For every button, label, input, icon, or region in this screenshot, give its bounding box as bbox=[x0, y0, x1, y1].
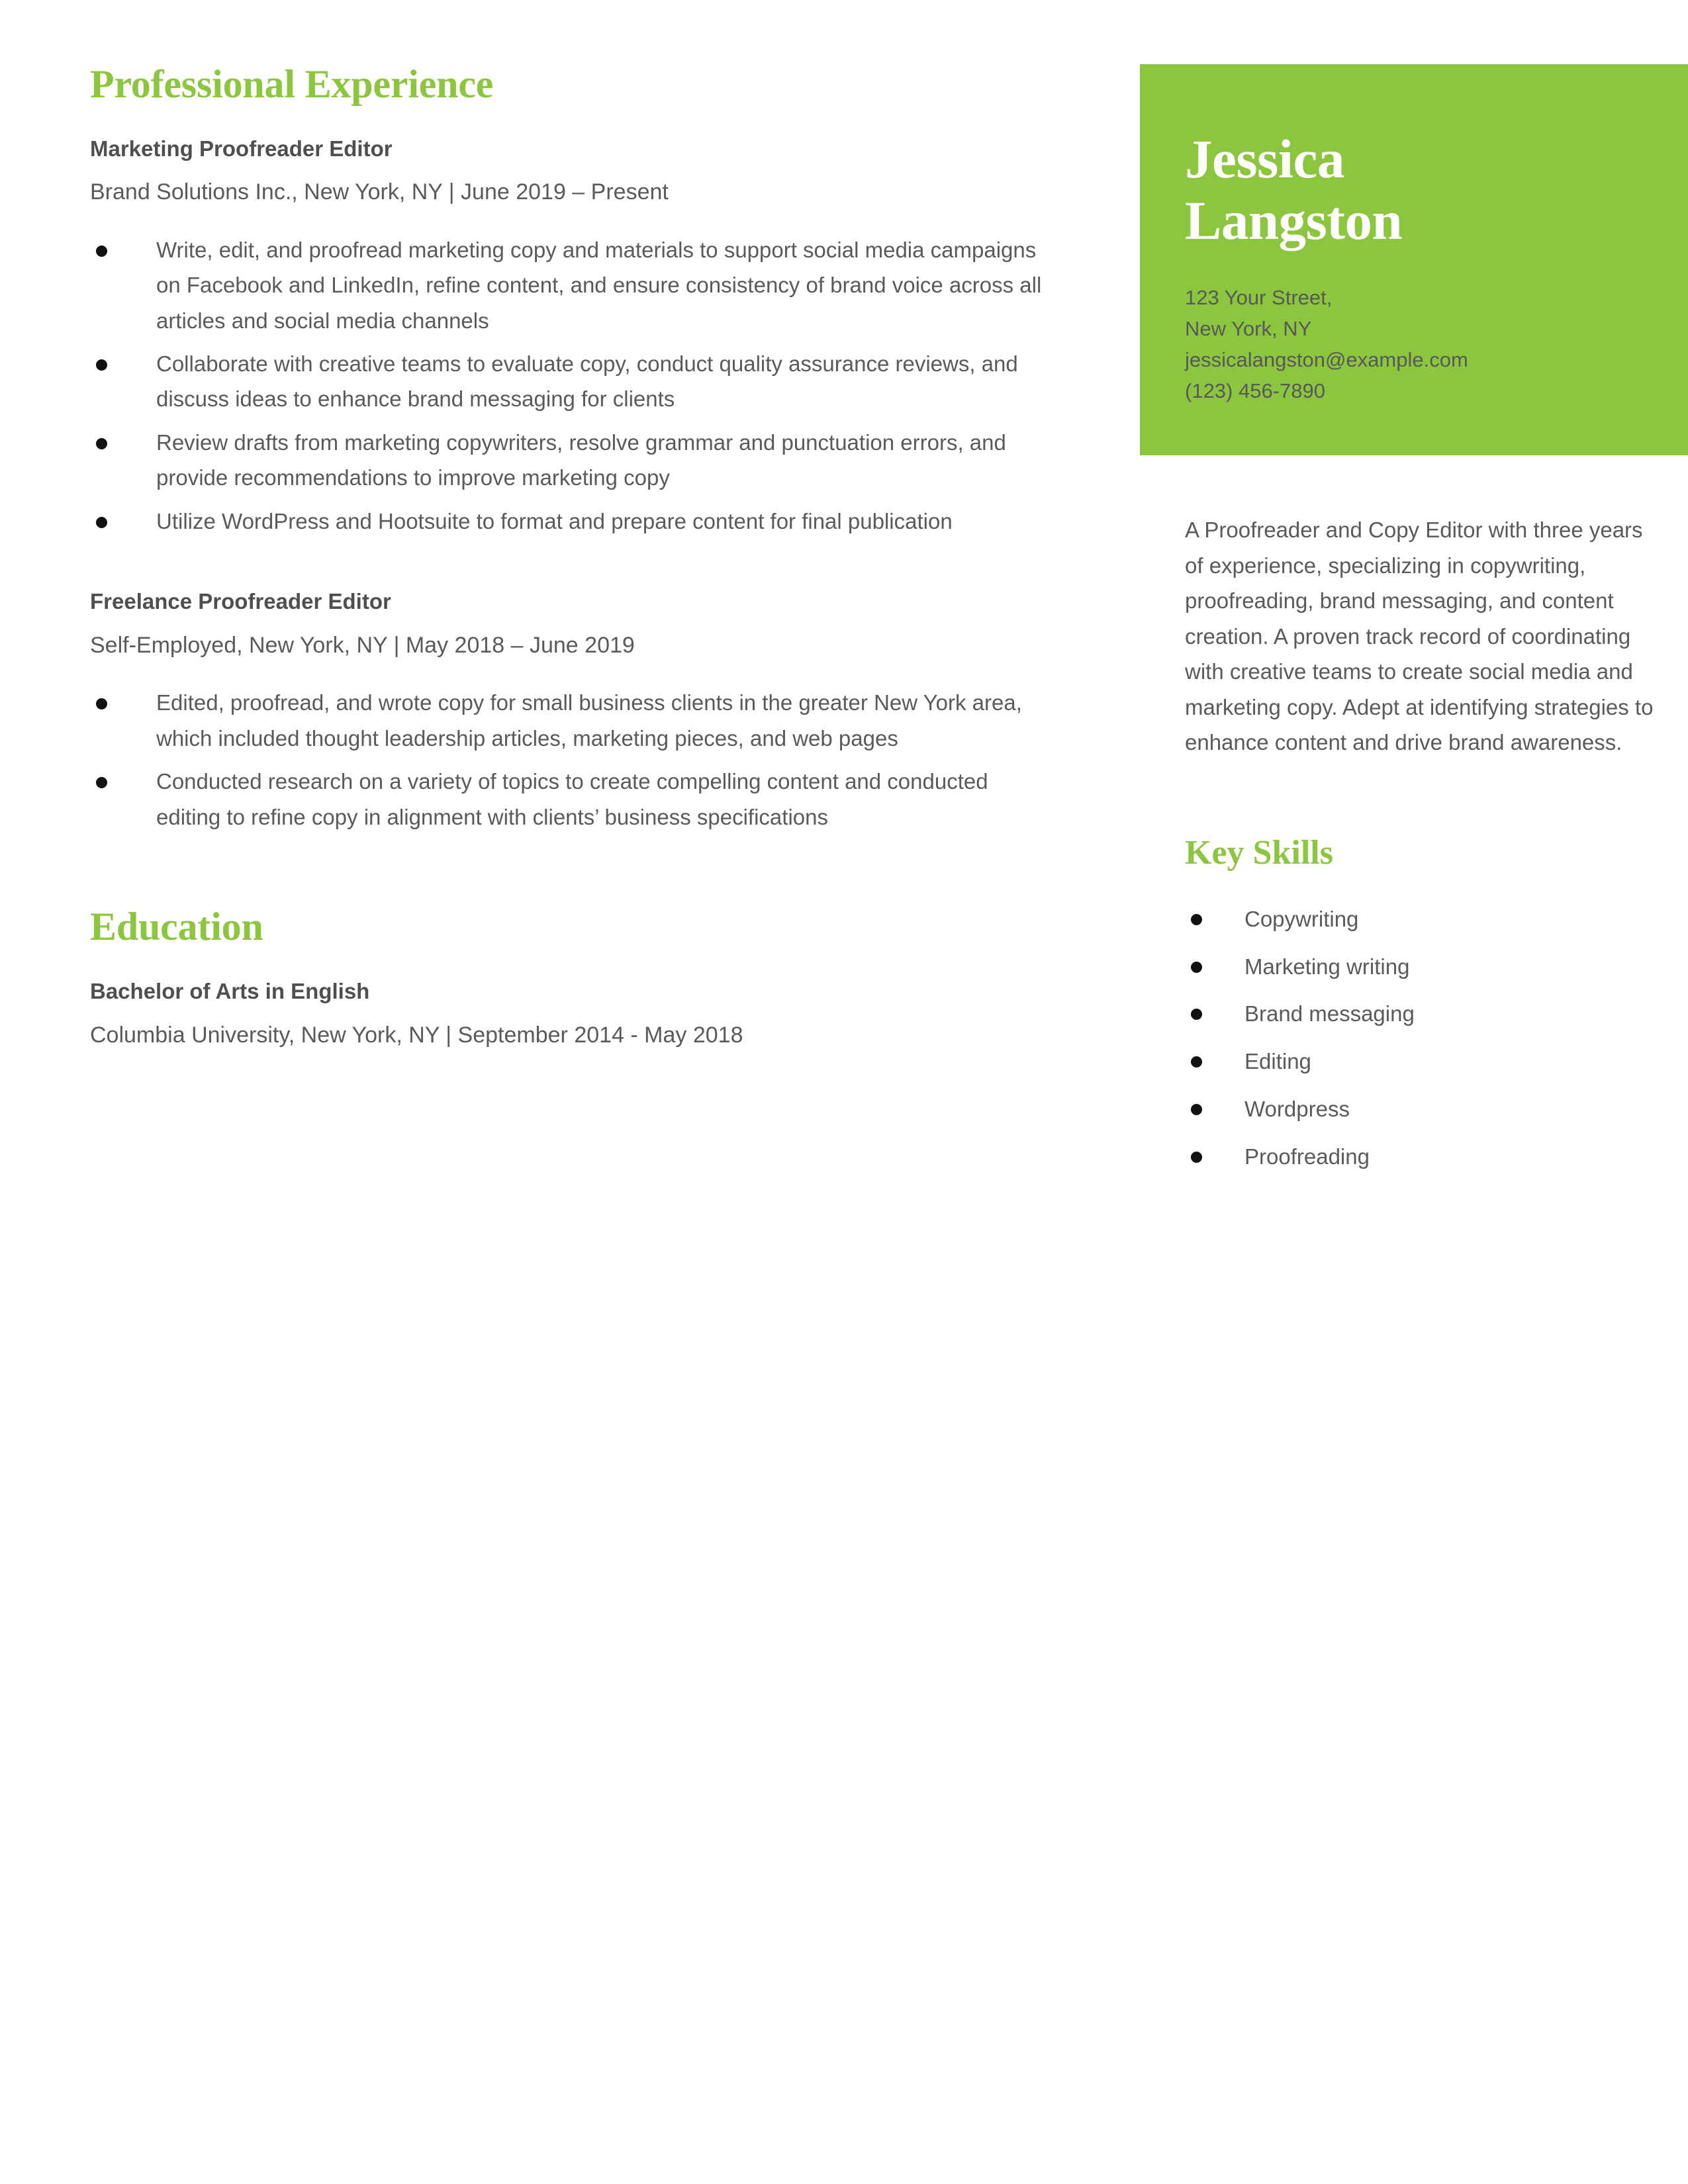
job-responsibilities-list bbox=[90, 232, 1043, 539]
list-item: Editing bbox=[1185, 1048, 1688, 1076]
section-heading-education: Education bbox=[90, 905, 263, 949]
experience-entry bbox=[90, 135, 1043, 539]
list-item: Utilize WordPress and Hootsuite to format and prepare content for final publication bbox=[90, 504, 1043, 539]
contact-phone[interactable]: (123) 456-7890 bbox=[1185, 379, 1325, 403]
job-responsibilities-list bbox=[90, 685, 1043, 835]
section-heading-key-skills: Key Skills bbox=[1185, 833, 1333, 872]
list-item: Brand messaging bbox=[1185, 1000, 1688, 1028]
list-item: Collaborate with creative teams to evaluate copy, conduct quality assurance reviews, and discuss ideas to enhance brand messaging for clients bbox=[90, 346, 1043, 417]
page-title bbox=[1185, 128, 1662, 251]
list-item: Marketing writing bbox=[1185, 953, 1688, 981]
job-title: Marketing Proofreader Editor bbox=[90, 136, 393, 161]
section-heading-professional-experience: Professional Experience bbox=[90, 62, 494, 106]
first-name: Jessica bbox=[1185, 128, 1344, 189]
spacer bbox=[90, 842, 1043, 906]
professional-summary: A Proofreader and Copy Editor with three years of experience, specializing in copywriting, proofreading, brand messaging, and content creation. A proven track record of coordinating with creative teams to create social media and marketing copy. Adept at identifying strategies to enhance content and drive brand awareness. bbox=[1185, 518, 1654, 755]
last-name: Langston bbox=[1185, 189, 1403, 251]
name-header-inner bbox=[1140, 128, 1688, 406]
contact-info bbox=[1185, 282, 1662, 406]
contact-city-state: New York, NY bbox=[1185, 317, 1312, 341]
list-item: Write, edit, and proofread marketing copy and materials to support social media campaigns on Facebook and LinkedIn, refine content, and ensure consistency of brand voice across all articles and social media channels bbox=[90, 232, 1043, 338]
spacer bbox=[90, 547, 1043, 588]
education-degree: Bachelor of Arts in English bbox=[90, 978, 370, 1003]
contact-street: 123 Your Street, bbox=[1185, 285, 1333, 309]
sidebar-column bbox=[1140, 64, 1688, 1191]
main-content-column bbox=[90, 64, 1043, 1050]
education-school-location-dates: Columbia University, New York, NY | September 2014 - May 2018 bbox=[90, 1022, 743, 1048]
key-skills-list bbox=[1140, 905, 1688, 1171]
list-item: Review drafts from marketing copywriters, resolve grammar and punctuation errors, and provide recommendations to improve marketing copy bbox=[90, 425, 1043, 496]
education-entry bbox=[90, 978, 1043, 1050]
list-item: Wordpress bbox=[1185, 1095, 1688, 1124]
list-item: Edited, proofread, and wrote copy for small business clients in the greater New York area, which included thought leadership articles, marketing pieces, and web pages bbox=[90, 685, 1043, 756]
job-company-location-dates: Self-Employed, New York, NY | May 2018 – June 2019 bbox=[90, 633, 635, 659]
list-item: Proofreading bbox=[1185, 1143, 1688, 1171]
list-item: Conducted research on a variety of topics to create compelling content and conducted editing to refine copy in alignment with clients’ business specifications bbox=[90, 764, 1043, 835]
experience-entry bbox=[90, 588, 1043, 835]
list-item: Copywriting bbox=[1185, 905, 1688, 934]
job-company-location-dates: Brand Solutions Inc., New York, NY | June 2019 – Present bbox=[90, 179, 669, 205]
job-title: Freelance Proofreader Editor bbox=[90, 589, 391, 614]
contact-email[interactable]: jessicalangston@example.com bbox=[1185, 348, 1468, 372]
name-header-block bbox=[1140, 64, 1688, 455]
